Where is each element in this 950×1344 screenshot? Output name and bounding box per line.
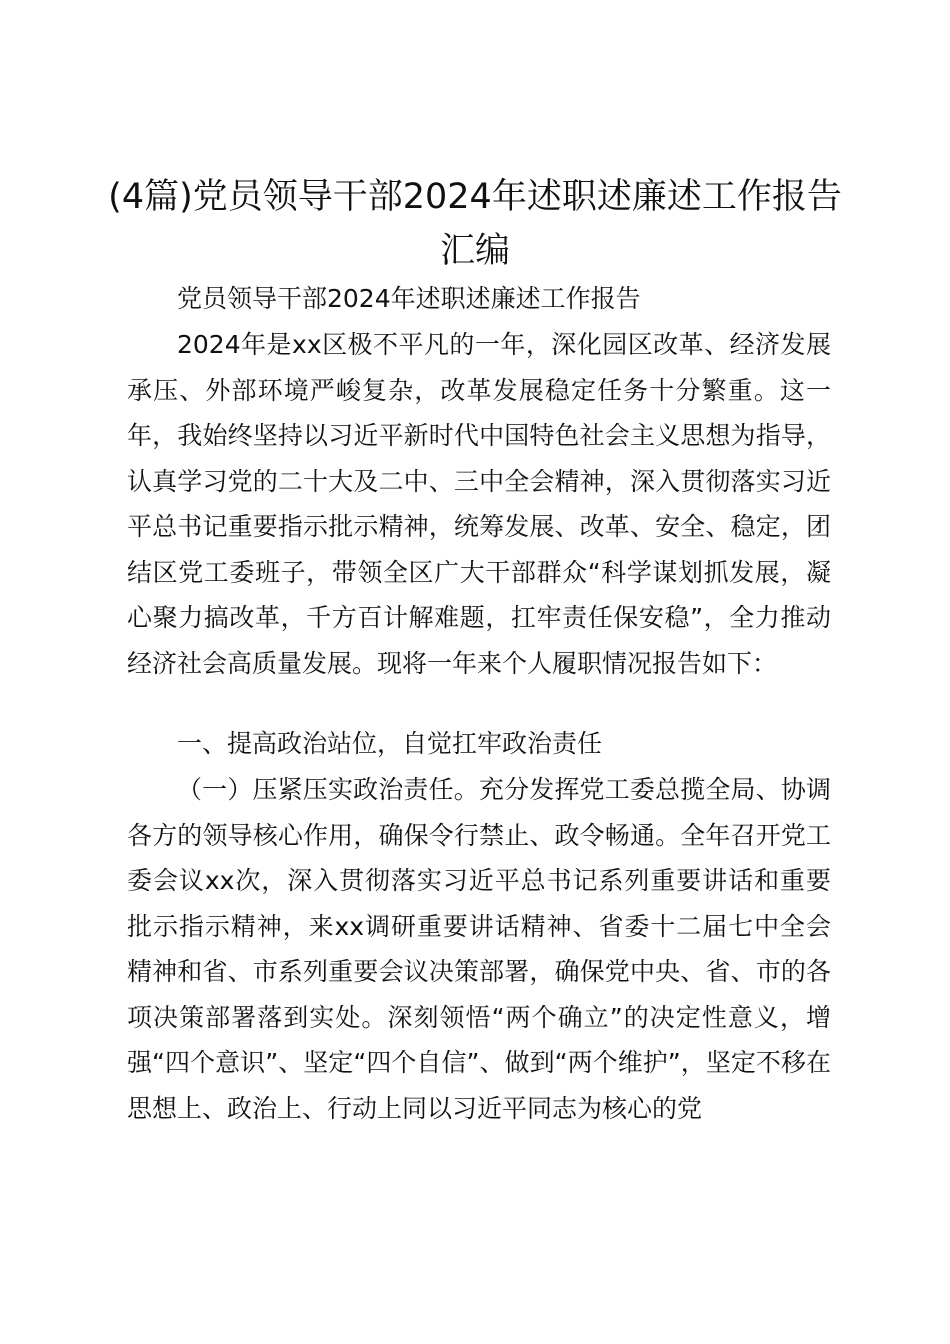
intro-paragraph: 2024年是xx区极不平凡的一年，深化园区改革、经济发展承压、外部环境严峻复杂，改革发展稳定任务十分繁重。这一年，我始终坚持以习近平新时代中国特色社会主义思想为指导，认真学习党的二十大及二中、三中全会精神，深入贯彻落实习近平总书记重要指示批示精神，统筹发展、改革、安全、稳定，团结区党工委班子，带领全区广大干部群众“科学谋划抓发展，凝心聚力搞改革，千方百计解难题，扛牢责任保安稳”，全力推动经济社会高质量发展。现将一年来个人履职情况报告如下：: [127, 330, 831, 678]
section-heading-1: 一、提高政治站位，自觉扛牢政治责任: [177, 729, 603, 758]
report-subtitle: 党员领导干部2024年述职述廉述工作报告: [177, 284, 641, 313]
section-1-paragraph-1: （一）压紧压实政治责任。充分发挥党工委总揽全局、协调各方的领导核心作用，确保令行禁止、政令畅通。全年召开党工委会议xx次，深入贯彻落实习近平总书记系列重要讲话和重要批示指示精神，来xx调研重要讲话精神、省委十二届七中全会精神和省、市系列重要会议决策部署，确保党中央、省、市的各项决策部署落到实处。深刻领悟“两个确立”的决定性意义，增强“四个意识”、坚定“四个自信”、做到“两个维护”，坚定不移在思想上、政治上、行动上同以习近平同志为核心的党: [127, 775, 831, 1123]
document-title: (4篇)党员领导干部2024年述职述廉述工作报告汇编: [108, 177, 842, 271]
